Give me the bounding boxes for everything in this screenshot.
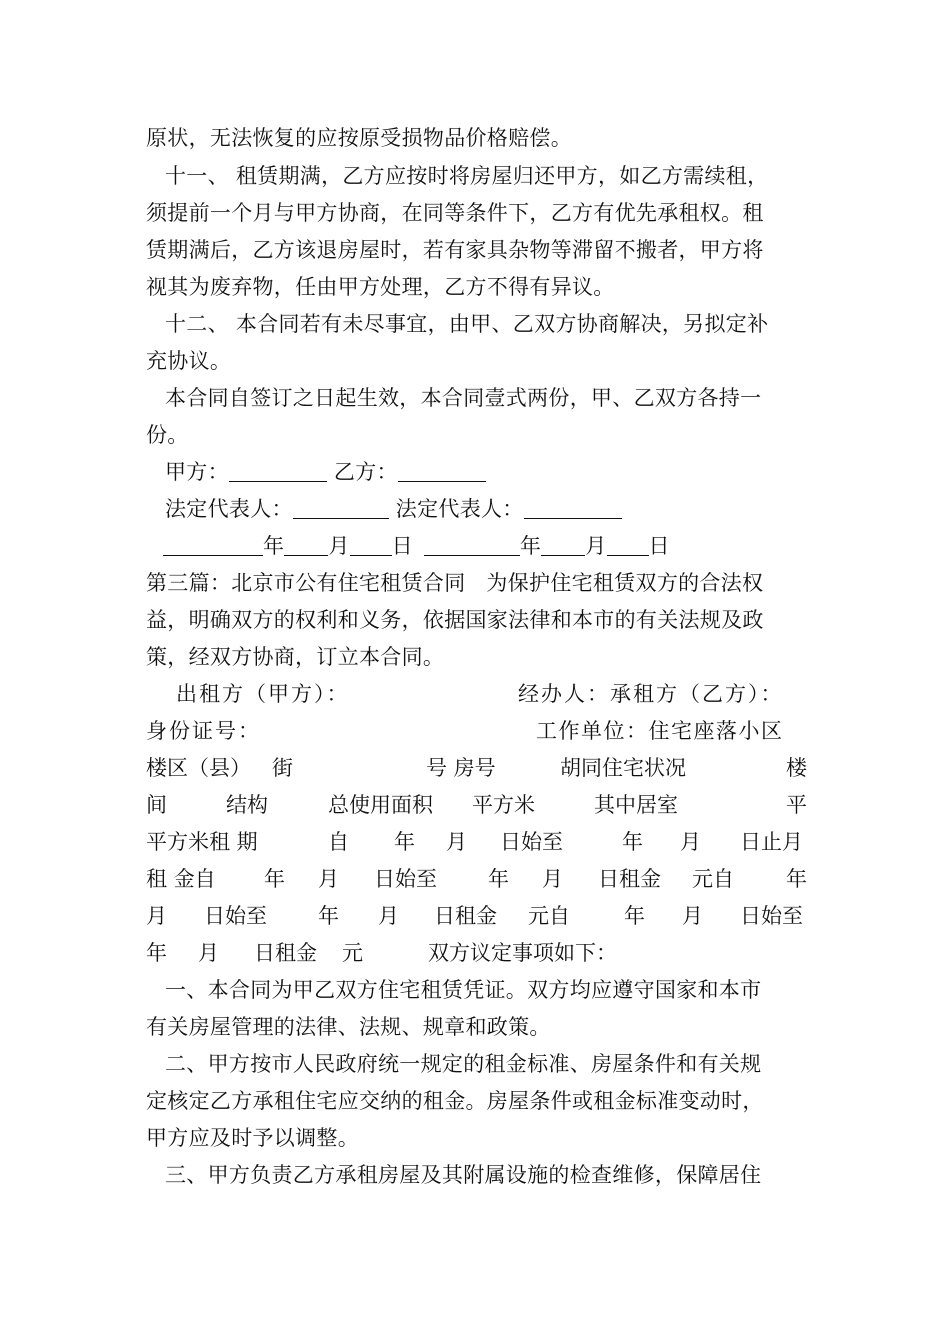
form-cell: 胡同住宅状况 [560,756,686,780]
form-cell: 月 [446,830,467,854]
rep-b-blank [524,498,622,519]
month-blank [284,535,328,556]
form-cell: 年 [786,867,807,891]
form-row [146,940,810,966]
month-label: 月 [585,534,607,558]
rep-a-label: 法定代表人： [165,497,293,521]
form-cell: 月 [318,867,339,891]
form-cell: 楼 [786,756,807,780]
text-line: 原状，无法恢复的应按原受损物品价格赔偿。 [146,126,572,150]
party-b-blank [398,461,486,482]
form-row [146,903,810,929]
clause-11-line: 须提前一个月与甲方协商，在同等条件下，乙方有优先承租权。租 [146,201,764,225]
form-cell: 号 房号 [426,756,496,780]
day-label: 日 [391,534,413,558]
year-blank [424,535,520,556]
handler-label: 经办人：承租方（乙方）： [518,682,784,706]
date-signature-line [163,533,823,559]
form-cell: 间 [146,793,167,817]
form-cell: 结构 [226,793,268,817]
party-signature-line [165,459,825,485]
form-cell: 总使用面积 [328,793,433,817]
form-cell: 自 [328,830,349,854]
form-cell: 元 [342,941,363,965]
form-cell: 月 [146,904,167,928]
form-cell: 年 [146,941,167,965]
form-cell: 租 金自 [146,867,216,891]
form-cell: 日止月 [740,830,803,854]
form-row [146,755,810,781]
article-3-line: 三、甲方负责乙方承租房屋及其附属设施的检查维修，保障居住 [165,1163,762,1187]
year-blank [163,535,263,556]
form-cell: 平方米租 期 [146,830,258,854]
form-cell: 月 [542,867,563,891]
form-cell: 年 [624,904,645,928]
form-cell: 日租金 [598,867,661,891]
day-blank [607,535,649,556]
form-cell: 元自 [528,904,570,928]
form-cell: 年 [318,904,339,928]
year-label: 年 [263,534,285,558]
section-3-line: 策，经双方协商，订立本合同。 [146,645,445,669]
form-cell: 楼区（县） [146,756,251,780]
effective-clause-line: 份。 [146,423,189,447]
representative-signature-line [165,496,825,522]
lessor-label: 出租方（甲方）： [176,682,350,706]
form-cell: 年 [488,867,509,891]
form-cell: 年 [264,867,285,891]
year-label: 年 [519,534,542,558]
id-number-label: 身份证号： [146,719,261,743]
clause-12-line: 十二、 本合同若有未尽事宜，由甲、乙双方协商解决，另拟定补 [165,312,769,336]
form-cell: 年 [394,830,415,854]
form-cell: 月 [682,904,703,928]
form-cell: 日始至 [500,830,563,854]
article-2-line: 甲方应及时予以调整。 [146,1126,359,1150]
month-label: 月 [328,534,350,558]
clause-11-line: 十一、 租赁期满，乙方应按时将房屋归还甲方，如乙方需续租， [165,164,769,188]
form-cell: 月 [680,830,701,854]
form-cell: 双方议定事项如下： [428,941,617,965]
form-cell: 日始至 [374,867,437,891]
form-cell: 街 [272,756,293,780]
form-cell: 日始至 [204,904,267,928]
clause-12-line: 充协议。 [146,349,232,373]
section-3-heading: 第三篇：北京市公有住宅租赁合同 为保护住宅租赁双方的合法权 [146,571,764,595]
article-2-line: 定核定乙方承租住宅应交纳的租金。房屋条件或租金标准变动时， [146,1089,764,1113]
form-cell: 年 [622,830,643,854]
form-row [146,792,810,818]
form-row [146,866,810,892]
form-cell: 其中居室 [594,793,678,817]
form-row [146,681,810,707]
form-cell: 元自 [692,867,734,891]
article-1-line: 一、本合同为甲乙双方住宅租赁凭证。双方均应遵守国家和本市 [165,978,762,1002]
section-3-line: 益，明确双方的权利和义务，依据国家法律和本市的有关法规及政 [146,608,764,632]
clause-11-line: 赁期满后，乙方该退房屋时，若有家具杂物等滞留不搬者，甲方将 [146,238,764,262]
clause-11-line: 视其为废弃物，任由甲方处理，乙方不得有异议。 [146,275,615,299]
party-b-label: 乙方： [333,460,398,484]
rep-a-blank [293,498,389,519]
effective-clause-line: 本合同自签订之日起生效，本合同壹式两份，甲、乙双方各持一 [165,386,762,410]
article-2-line: 二、甲方按市人民政府统一规定的租金标准、房屋条件和有关规 [165,1052,762,1076]
form-cell: 月 [198,941,219,965]
month-blank [541,535,585,556]
form-cell: 日租金 [434,904,497,928]
form-cell: 平方米 [472,793,535,817]
party-a-blank [229,461,327,482]
workplace-label: 工作单位：住宅座落小区 [536,719,784,743]
party-a-label: 甲方： [165,460,229,484]
form-cell: 日始至 [740,904,803,928]
form-cell: 月 [378,904,399,928]
form-row [146,718,810,744]
form-row [146,829,810,855]
form-cell: 平 [786,793,807,817]
day-blank [350,535,392,556]
article-1-line: 有关房屋管理的法律、法规、规章和政策。 [146,1015,551,1039]
day-label: 日 [648,534,670,558]
rep-b-label: 法定代表人： [395,497,524,521]
form-cell: 日租金 [254,941,317,965]
